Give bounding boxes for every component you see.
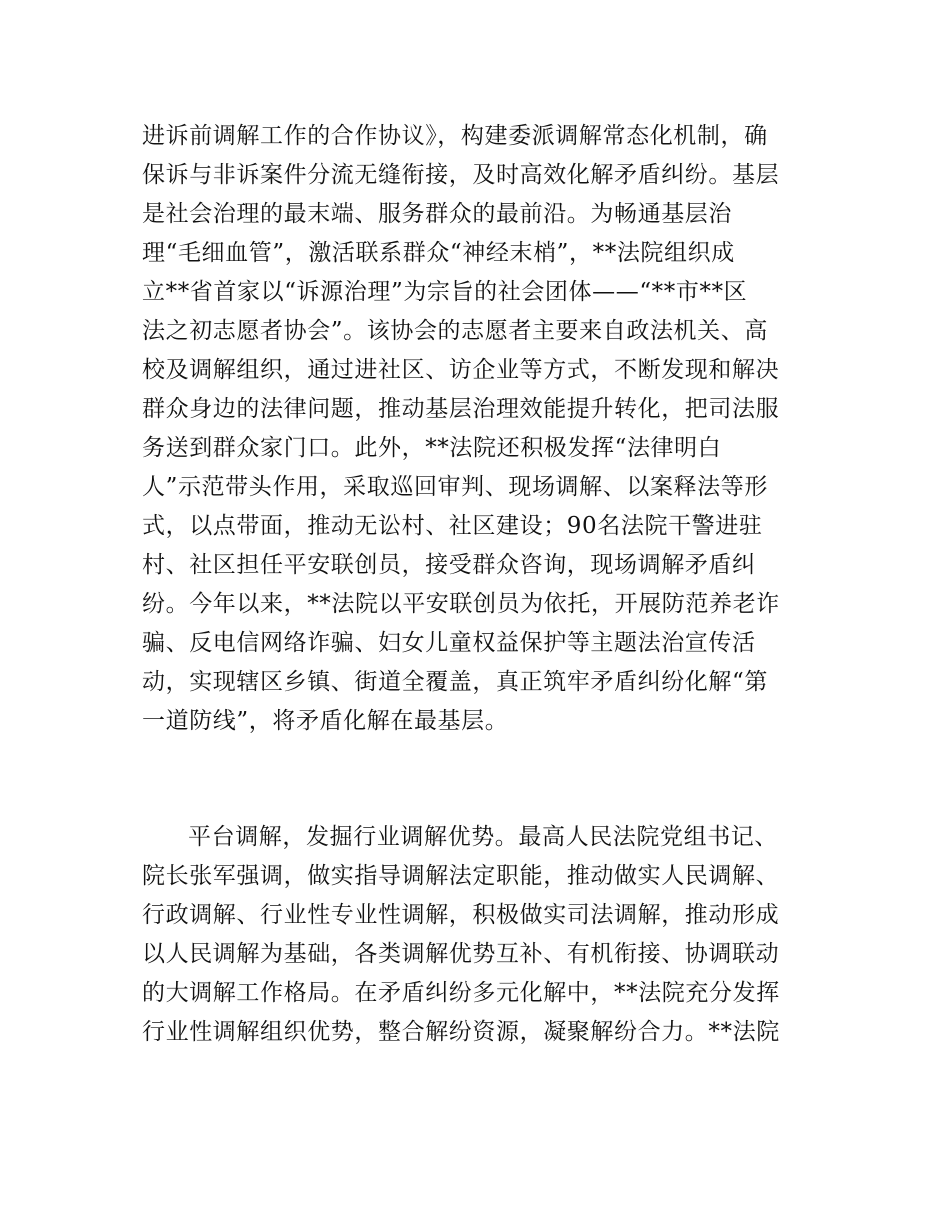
paragraph-line: 院长张军强调，做实指导调解法定职能，推动做实人民调解、 xyxy=(142,863,780,889)
paragraph-line: 务送到群众家门口。此外，**法院还积极发挥“法律明白 xyxy=(142,435,722,461)
paragraph-line: 行业性调解组织优势，整合解纷资源，凝聚解纷合力。**法院 xyxy=(142,1019,780,1045)
paragraph-line: 一道防线”，将矛盾化解在最基层。 xyxy=(142,708,509,734)
paragraph-line: 动，实现辖区乡镇、街道全覆盖，真正筑牢矛盾纠纷化解“第 xyxy=(142,669,768,695)
paragraph-line: 平台调解，发掘行业调解优势。最高人民法院党组书记、 xyxy=(188,824,778,850)
paragraph-line: 是社会治理的最末端、服务群众的最前沿。为畅通基层治 xyxy=(142,201,732,227)
paragraph-line: 校及调解组织，通过进社区、访企业等方式，不断发现和解决 xyxy=(142,357,780,383)
paragraph-line: 骗、反电信网络诈骗、妇女儿童权益保护等主题法治宣传活 xyxy=(142,630,756,656)
paragraph-2 xyxy=(142,818,822,1052)
paragraph-line: 以人民调解为基础，各类调解优势互补、有机衔接、协调联动 xyxy=(142,941,780,967)
paragraph-line: 保诉与非诉案件分流无缝衔接，及时高效化解矛盾纠纷。基层 xyxy=(142,162,780,188)
paragraph-line: 式，以点带面，推动无讼村、社区建设；90名法院干警进驻 xyxy=(142,513,763,539)
paragraph-line: 村、社区担任平安联创员，接受群众咨询，现场调解矛盾纠 xyxy=(142,552,756,578)
paragraph-line: 立**省首家以“诉源治理”为宗旨的社会团体——“**市**区 xyxy=(142,279,748,305)
paragraph-line: 法之初志愿者协会”。该协会的志愿者主要来自政法机关、高 xyxy=(142,318,768,344)
paragraph-line: 理“毛细血管”，激活联系群众“神经末梢”，**法院组织成 xyxy=(142,240,735,266)
paragraph-line: 行政调解、行业性专业性调解，积极做实司法调解，推动形成 xyxy=(142,902,780,928)
paragraph-line: 进诉前调解工作的合作协议》，构建委派调解常态化机制，确 xyxy=(142,123,768,149)
paragraph-line: 的大调解工作格局。在矛盾纠纷多元化解中，**法院充分发挥 xyxy=(142,980,780,1006)
paragraph-line: 纷。今年以来，**法院以平安联创员为依托，开展防范养老诈 xyxy=(142,591,780,617)
paragraph-line: 群众身边的法律问题，推动基层治理效能提升转化，把司法服 xyxy=(142,396,780,422)
paragraph-line: 人”示范带头作用，采取巡回审判、现场调解、以案释法等形 xyxy=(142,474,768,500)
paragraph-1 xyxy=(142,117,822,741)
